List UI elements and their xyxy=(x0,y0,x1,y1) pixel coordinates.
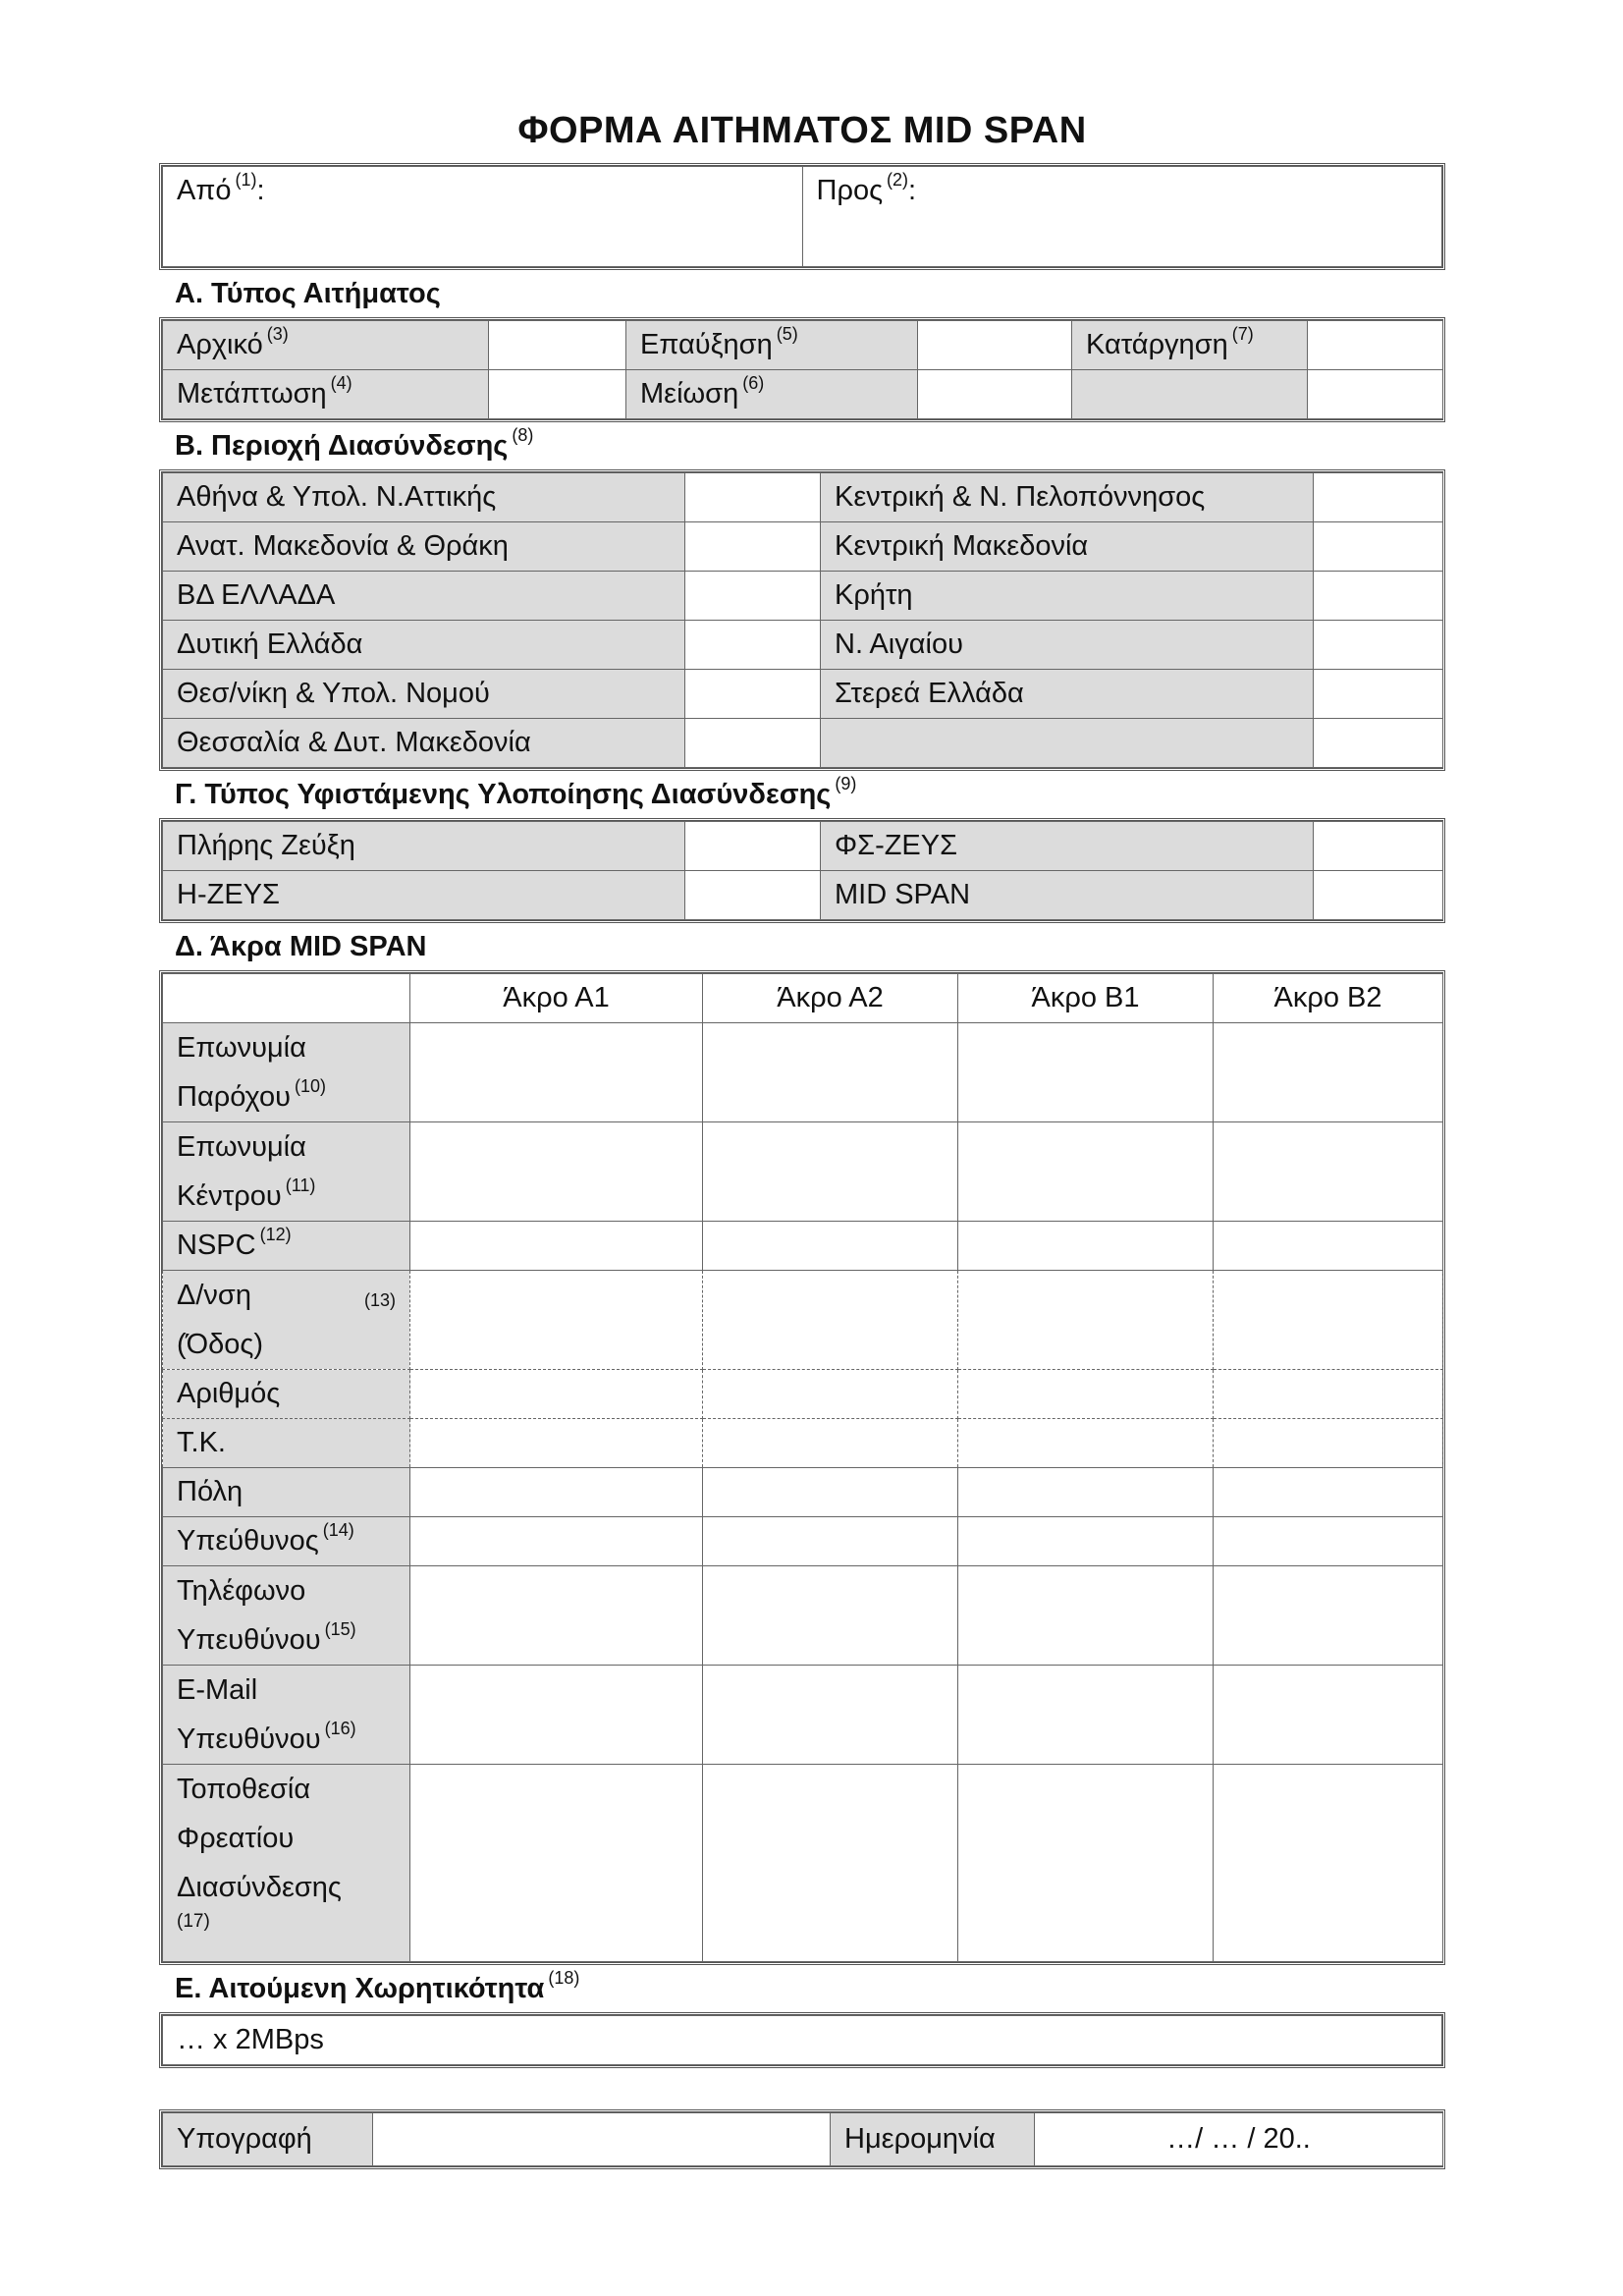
region-label: Κεντρική Μακεδονία xyxy=(821,522,1314,572)
cell[interactable] xyxy=(1214,1666,1443,1765)
empty-cell xyxy=(1314,719,1443,768)
cell[interactable] xyxy=(410,1765,703,1962)
cell[interactable] xyxy=(410,1271,703,1370)
impl-type-label: ΦΣ-ΖΕΥΣ xyxy=(821,822,1314,871)
impl-type-label: MID SPAN xyxy=(821,871,1314,920)
to-note: (2) xyxy=(887,170,909,190)
date-field[interactable]: …/ … / 20.. xyxy=(1035,2113,1443,2166)
cell[interactable] xyxy=(703,1566,958,1666)
cell[interactable] xyxy=(1214,1122,1443,1222)
request-type-decrease: Μείωση $^{(6)}$ xyxy=(626,370,918,419)
cell[interactable] xyxy=(410,1517,703,1566)
row-label-phone: Τηλέφωνο Υπευθύνου $^{(15)}$ xyxy=(163,1566,410,1666)
to-field[interactable]: Προς $^{(2)}$: xyxy=(802,167,1442,267)
signature-box xyxy=(159,2109,1445,2169)
impl-type-label: Πλήρης Ζεύξη xyxy=(163,822,685,871)
cell[interactable] xyxy=(958,1468,1214,1517)
row-label-manhole-location: Τοποθεσία Φρεατίου Διασύνδεσης (17) xyxy=(163,1765,410,1962)
checkbox-initial[interactable] xyxy=(489,321,626,370)
checkbox-decrease[interactable] xyxy=(918,370,1072,419)
region-label: Κεντρική & Ν. Πελοπόννησος xyxy=(821,473,1314,522)
cell[interactable] xyxy=(1214,1468,1443,1517)
cell[interactable] xyxy=(410,1023,703,1122)
row-label-responsible: Υπεύθυνος $^{(14)}$ xyxy=(163,1517,410,1566)
region-checkbox[interactable] xyxy=(685,719,821,768)
cell[interactable] xyxy=(1214,1023,1443,1122)
region-checkbox[interactable] xyxy=(685,621,821,670)
cell[interactable] xyxy=(410,1566,703,1666)
from-to-box xyxy=(159,163,1445,270)
cell[interactable] xyxy=(410,1419,703,1468)
section-b-title: Β. Περιοχή Διασύνδεσης $^{(8)}$ xyxy=(175,425,534,462)
corner-cell xyxy=(163,974,410,1023)
cell[interactable] xyxy=(958,1271,1214,1370)
request-type-increase: Επαύξηση $^{(5)}$ xyxy=(626,321,918,370)
cell[interactable] xyxy=(703,1765,958,1962)
empty-cell xyxy=(1308,370,1443,419)
cell[interactable] xyxy=(1214,1222,1443,1271)
cell[interactable] xyxy=(1214,1271,1443,1370)
cell[interactable] xyxy=(410,1666,703,1765)
region-checkbox[interactable] xyxy=(685,670,821,719)
cell[interactable] xyxy=(703,1666,958,1765)
region-label: Ανατ. Μακεδονία & Θράκη xyxy=(163,522,685,572)
row-label-nspc: NSPC $^{(12)}$ xyxy=(163,1222,410,1271)
region-label: Κρήτη xyxy=(821,572,1314,621)
row-label-postcode: Τ.Κ. xyxy=(163,1419,410,1468)
region-label: Θεσ/νίκη & Υπολ. Νομού xyxy=(163,670,685,719)
region-checkbox[interactable] xyxy=(685,473,821,522)
row-label-city: Πόλη xyxy=(163,1468,410,1517)
cell[interactable] xyxy=(703,1517,958,1566)
signature-field[interactable] xyxy=(373,2113,831,2166)
capacity-box xyxy=(159,2012,1445,2068)
cell[interactable] xyxy=(958,1419,1214,1468)
from-field[interactable]: Από $^{(1)}$: xyxy=(163,167,803,267)
endpoints-box xyxy=(159,970,1445,1965)
cell[interactable] xyxy=(958,1222,1214,1271)
cell[interactable] xyxy=(410,1370,703,1419)
form-page xyxy=(159,98,1445,2169)
cell[interactable] xyxy=(703,1271,958,1370)
impl-type-checkbox[interactable] xyxy=(685,822,821,871)
section-c-title: Γ. Τύπος Υφιστάμενης Υλοποίησης Διασύνδεσης $^{(9)}$ xyxy=(175,774,857,810)
cell[interactable] xyxy=(958,1517,1214,1566)
request-type-initial: Αρχικό $^{(3)}$ xyxy=(163,321,489,370)
cell[interactable] xyxy=(958,1666,1214,1765)
row-label-provider: Επωνυμία Παρόχου $^{(10)}$ xyxy=(163,1023,410,1122)
cell[interactable] xyxy=(1214,1419,1443,1468)
impl-type-checkbox[interactable] xyxy=(1314,871,1443,920)
checkbox-migration[interactable] xyxy=(489,370,626,419)
empty-cell xyxy=(821,719,1314,768)
cell[interactable] xyxy=(410,1122,703,1222)
to-label: Προς xyxy=(816,175,884,206)
region-checkbox[interactable] xyxy=(1314,572,1443,621)
region-label: ΒΔ ΕΛΛΑΔΑ xyxy=(163,572,685,621)
cell[interactable] xyxy=(410,1222,703,1271)
region-label: Αθήνα & Υπολ. Ν.Αττικής xyxy=(163,473,685,522)
region-label: Δυτική Ελλάδα xyxy=(163,621,685,670)
impl-type-checkbox[interactable] xyxy=(685,871,821,920)
column-header: Άκρο Β2 xyxy=(1214,974,1443,1023)
impl-type-label: Η-ΖΕΥΣ xyxy=(163,871,685,920)
form-title: ΦΟΡΜΑ ΑΙΤΗΜΑΤΟΣ MID SPAN xyxy=(517,110,1087,151)
cell[interactable] xyxy=(703,1023,958,1122)
region-checkbox[interactable] xyxy=(1314,670,1443,719)
region-label: Στερεά Ελλάδα xyxy=(821,670,1314,719)
cell[interactable] xyxy=(958,1122,1214,1222)
column-header: Άκρο Β1 xyxy=(958,974,1214,1023)
from-label: Από xyxy=(177,175,232,206)
impl-type-checkbox[interactable] xyxy=(1314,822,1443,871)
region-label: Ν. Αιγαίου xyxy=(821,621,1314,670)
cell[interactable] xyxy=(1214,1765,1443,1962)
row-label-address: Δ/νση (Όδος) (13) xyxy=(163,1271,410,1370)
spacer xyxy=(159,2068,1445,2109)
section-a-title: Α. Τύπος Αιτήματος xyxy=(175,278,441,309)
cell[interactable] xyxy=(958,1566,1214,1666)
section-e-title: Ε. Αιτούμενη Χωρητικότητα $^{(18)}$ xyxy=(175,1968,580,2004)
checkbox-cancellation[interactable] xyxy=(1308,321,1443,370)
region-checkbox[interactable] xyxy=(685,522,821,572)
cell[interactable] xyxy=(1214,1566,1443,1666)
row-label-center: Επωνυμία Κέντρου $^{(11)}$ xyxy=(163,1122,410,1222)
region-checkbox[interactable] xyxy=(1314,473,1443,522)
checkbox-increase[interactable] xyxy=(918,321,1072,370)
cell[interactable] xyxy=(1214,1370,1443,1419)
cell[interactable] xyxy=(958,1765,1214,1962)
cell[interactable] xyxy=(703,1468,958,1517)
region-label: Θεσσαλία & Δυτ. Μακεδονία xyxy=(163,719,685,768)
signature-label: Υπογραφή xyxy=(163,2113,373,2166)
request-type-box xyxy=(159,317,1445,422)
cell[interactable] xyxy=(703,1370,958,1419)
request-type-migration: Μετάπτωση $^{(4)}$ xyxy=(163,370,489,419)
cell[interactable] xyxy=(410,1468,703,1517)
cell[interactable] xyxy=(703,1222,958,1271)
cell[interactable] xyxy=(703,1419,958,1468)
cell[interactable] xyxy=(958,1370,1214,1419)
request-type-cancellation: Κατάργηση $^{(7)}$ xyxy=(1072,321,1308,370)
row-label-number: Αριθμός xyxy=(163,1370,410,1419)
from-note: (1) xyxy=(235,170,257,190)
region-checkbox[interactable] xyxy=(1314,522,1443,572)
row-label-email: E-Mail Υπευθύνου $^{(16)}$ xyxy=(163,1666,410,1765)
empty-cell xyxy=(1072,370,1308,419)
column-header: Άκρο Α1 xyxy=(410,974,703,1023)
implementation-type-box xyxy=(159,818,1445,923)
date-label: Ημερομηνία xyxy=(831,2113,1035,2166)
cell[interactable] xyxy=(958,1023,1214,1122)
section-d-title: Δ. Άκρα MID SPAN xyxy=(175,931,427,962)
cell[interactable] xyxy=(1214,1517,1443,1566)
region-box xyxy=(159,469,1445,771)
capacity-field[interactable]: … x 2MBps xyxy=(163,2016,1442,2065)
cell[interactable] xyxy=(703,1122,958,1222)
region-checkbox[interactable] xyxy=(685,572,821,621)
region-checkbox[interactable] xyxy=(1314,621,1443,670)
column-header: Άκρο Α2 xyxy=(703,974,958,1023)
